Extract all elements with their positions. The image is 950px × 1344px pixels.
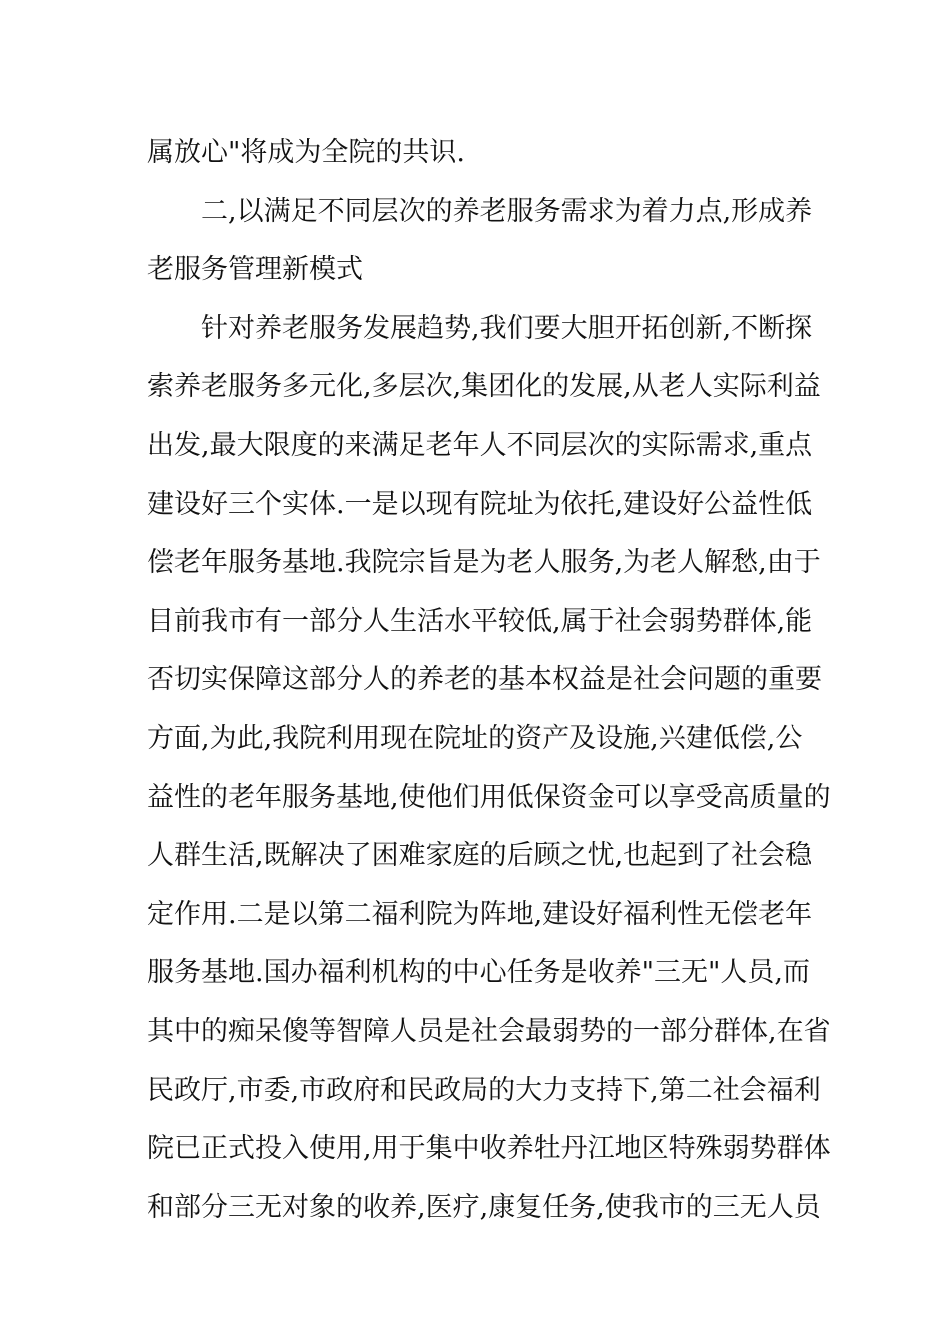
- text-line: 出发,最大限度的来满足老年人不同层次的实际需求,重点: [147, 429, 813, 461]
- body-text: [147, 124, 831, 1237]
- text-line: 建设好三个实体.一是以现有院址为依托,建设好公益性低: [147, 488, 813, 520]
- text-line: 人群生活,既解决了困难家庭的后顾之忧,也起到了社会稳: [147, 840, 813, 872]
- text-line: 民政厅,市委,市政府和民政局的大力支持下,第二社会福利: [147, 1074, 821, 1106]
- text-line: 否切实保障这部分人的养老的基本权益是社会问题的重要: [147, 664, 822, 696]
- text-line: 偿老年服务基地.我院宗旨是为老人服务,为老人解愁,由于: [147, 547, 821, 579]
- text-line: 益性的老年服务基地,使他们用低保资金可以享受高质量的: [147, 781, 831, 813]
- text-line: 针对养老服务发展趋势,我们要大胆开拓创新,不断探: [201, 312, 813, 344]
- text-line: 定作用.二是以第二福利院为阵地,建设好福利性无偿老年: [147, 898, 813, 930]
- text-line: 其中的痴呆傻等智障人员是社会最弱势的一部分群体,在省: [147, 1015, 831, 1047]
- section-heading-line: 二,以满足不同层次的养老服务需求为着力点,形成养: [201, 195, 813, 227]
- section-heading-line: 老服务管理新模式: [147, 254, 363, 286]
- text-line: 方面,为此,我院利用现在院址的资产及设施,兴建低偿,公: [147, 722, 803, 754]
- text-line: 属放心"将成为全院的共识.: [147, 137, 466, 168]
- text-line: 院已正式投入使用,用于集中收养牡丹江地区特殊弱势群体: [147, 1133, 831, 1165]
- text-line: 索养老服务多元化,多层次,集团化的发展,从老人实际利益: [147, 371, 821, 403]
- text-line: 和部分三无对象的收养,医疗,康复任务,使我市的三无人员: [147, 1191, 821, 1223]
- text-line: 服务基地.国办福利机构的中心任务是收养"三无"人员,而: [147, 957, 811, 989]
- text-line: 目前我市有一部分人生活水平较低,属于社会弱势群体,能: [147, 605, 813, 637]
